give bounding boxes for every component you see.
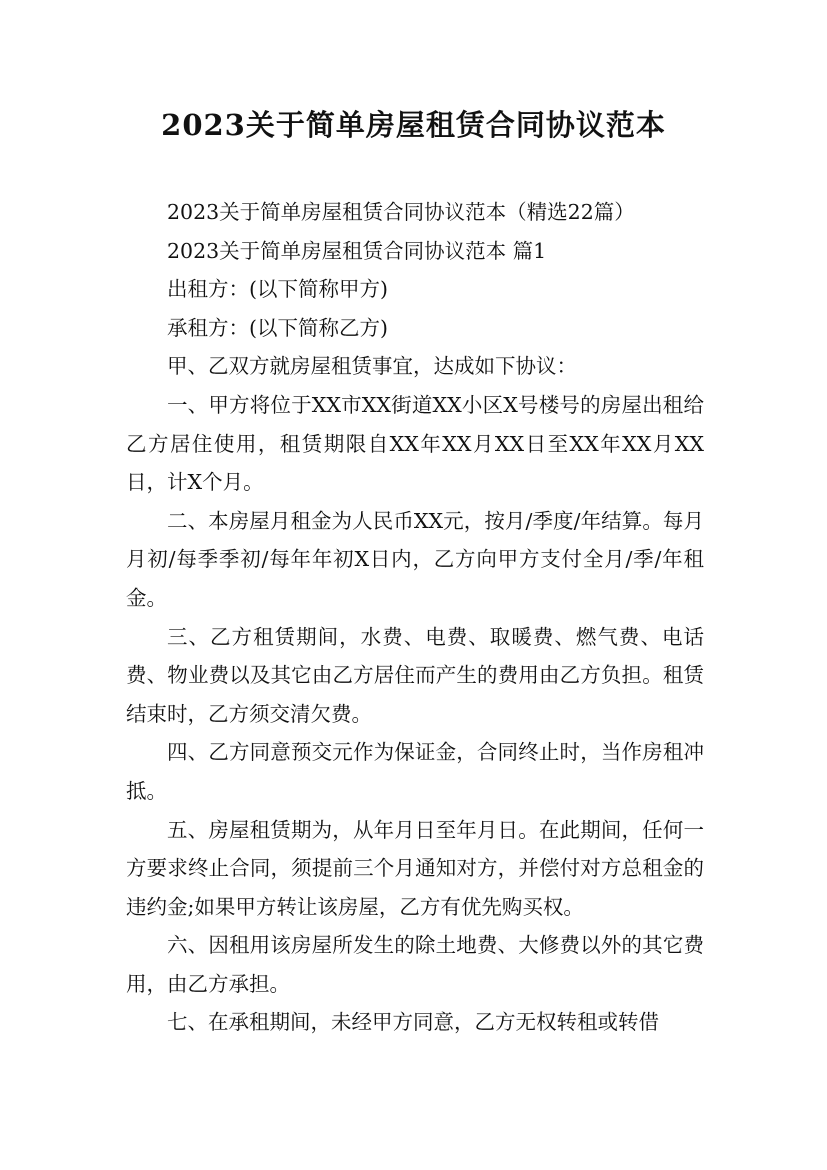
paragraph-lessee: 承租方：(以下简称乙方) xyxy=(167,315,388,340)
paragraph-clause-4: 四、乙方同意预交元作为保证金，合同终止时，当作房租冲抵。 xyxy=(126,740,704,803)
paragraph-subtitle: 2023关于简单房屋租赁合同协议范本（精选22篇） xyxy=(167,200,635,224)
paragraph-clause-7: 七、在承租期间，未经甲方同意，乙方无权转租或转借 xyxy=(167,1010,659,1035)
paragraph-section-heading: 2023关于简单房屋租赁合同协议范本 篇1 xyxy=(167,238,547,263)
paragraph-clause-1: 一、甲方将位于XX市XX街道XX小区X号楼号的房屋出租给乙方居住使用，租赁期限自XX年XX月XX日至XX年XX月XX日，计X个月。 xyxy=(126,392,704,495)
paragraph-clause-6: 六、因租用该房屋所发生的除土地费、大修费以外的其它费用，由乙方承担。 xyxy=(126,933,704,996)
paragraph-lessor: 出租方：(以下简称甲方) xyxy=(167,277,388,302)
paragraph-clause-5: 五、房屋租赁期为，从年月日至年月日。在此期间，任何一方要求终止合同，须提前三个月通知对方，并偿付对方总租金的违约金;如果甲方转让该房屋，乙方有优先购买权。 xyxy=(126,817,704,919)
paragraph-clause-3: 三、乙方租赁期间，水费、电费、取暖费、燃气费、电话费、物业费以及其它由乙方居住而产生的费用由乙方负担。租赁结束时，乙方须交清欠费。 xyxy=(126,624,704,726)
paragraph-clause-2: 二、本房屋月租金为人民币XX元，按月/季度/年结算。每月月初/每季季初/每年年初X日内，乙方向甲方支付全月/季/年租金。 xyxy=(126,508,704,610)
document-body xyxy=(126,193,704,1042)
document-title: 2023关于简单房屋租赁合同协议范本 xyxy=(161,108,666,142)
paragraph-preamble: 甲、乙双方就房屋租赁事宜，达成如下协议： xyxy=(167,354,577,379)
